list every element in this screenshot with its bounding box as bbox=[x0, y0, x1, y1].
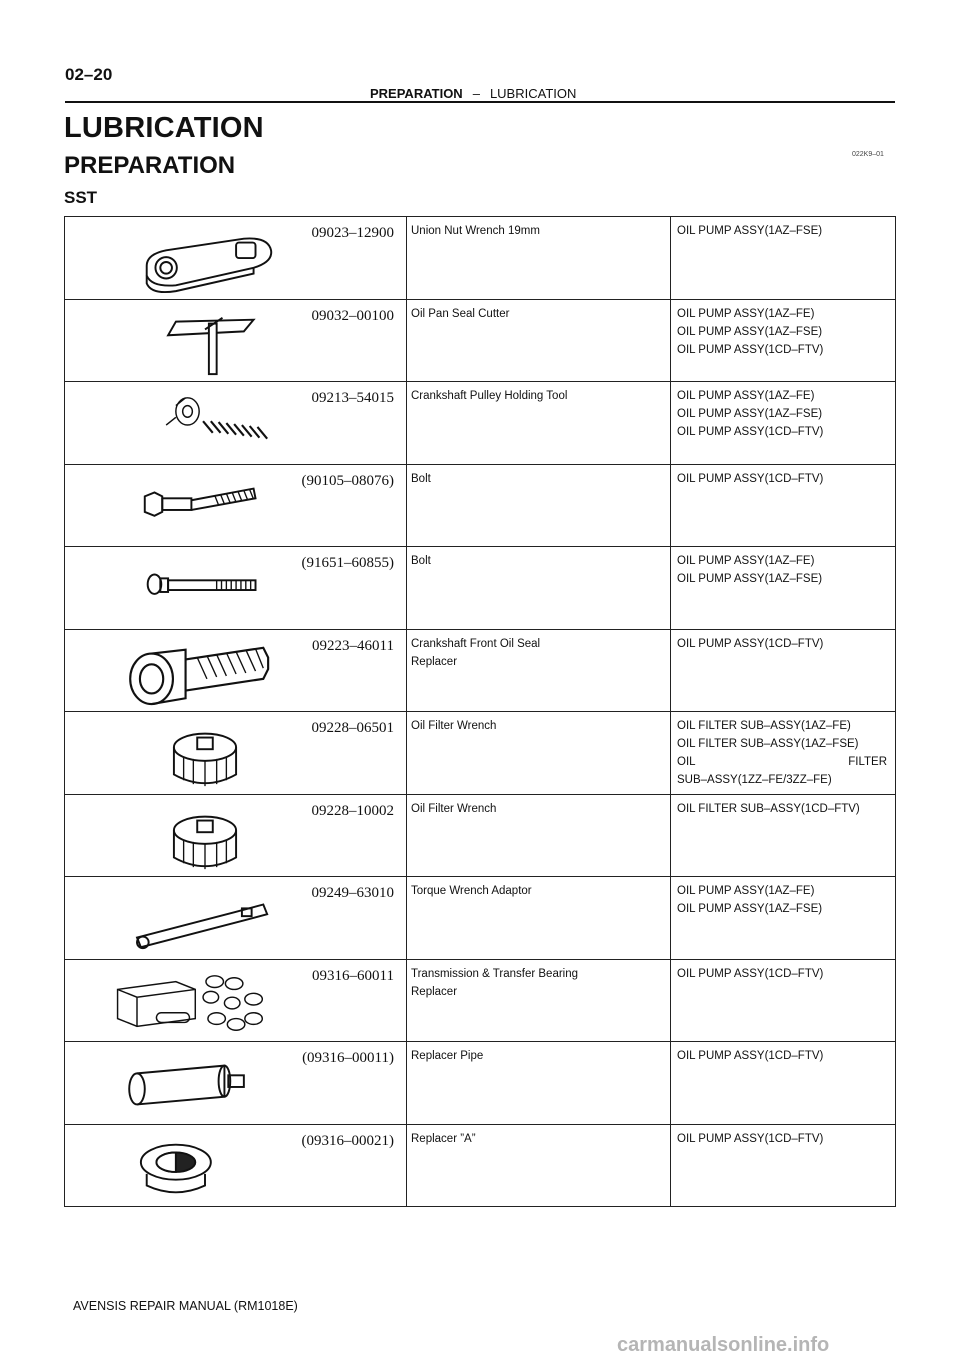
tool-name-cell bbox=[407, 959, 671, 1042]
part-number: (09316–00011) bbox=[302, 1050, 394, 1066]
application: SUB–ASSY(1ZZ–FE/3ZZ–FE) bbox=[677, 774, 832, 786]
sst-illustration-cell bbox=[65, 217, 407, 300]
application-cell bbox=[671, 629, 896, 712]
tool-name: Oil Pan Seal Cutter bbox=[411, 307, 510, 320]
header-section: PREPARATION bbox=[370, 86, 463, 101]
replacer-pipe-icon bbox=[105, 1052, 305, 1120]
table-row bbox=[65, 217, 896, 300]
page-number: 02–20 bbox=[65, 65, 113, 84]
tool-name-cell bbox=[407, 629, 671, 712]
application: OIL PUMP ASSY(1CD–FTV) bbox=[677, 426, 824, 438]
header-rule bbox=[65, 101, 895, 103]
application: OIL PUMP ASSY(1CD–FTV) bbox=[677, 1132, 824, 1145]
tool-name: Oil Filter Wrench bbox=[411, 802, 497, 815]
sst-illustration-cell bbox=[65, 464, 407, 547]
bolt-icon bbox=[105, 557, 305, 625]
application: OIL FILTER SUB–ASSY(1CD–FTV) bbox=[677, 802, 860, 815]
table-row bbox=[65, 959, 896, 1042]
application-cell bbox=[671, 382, 896, 465]
tool-name: Transmission & Transfer Bearing bbox=[411, 967, 579, 980]
tool-name-cell bbox=[407, 464, 671, 547]
table-row bbox=[65, 547, 896, 630]
application: OIL PUMP ASSY(1AZ–FSE) bbox=[677, 225, 823, 237]
sst-illustration-cell bbox=[65, 1042, 407, 1125]
sst-illustration-cell bbox=[65, 877, 407, 960]
table-row bbox=[65, 794, 896, 877]
bearing-replacer-kit-icon bbox=[105, 970, 305, 1038]
application-cell bbox=[671, 299, 896, 382]
part-number: 09023–12900 bbox=[311, 225, 394, 241]
page-subtitle: PREPARATION bbox=[64, 152, 236, 179]
tool-name: Torque Wrench Adaptor bbox=[411, 885, 532, 897]
part-number: 09249–63010 bbox=[311, 885, 394, 901]
tool-name: Oil Filter Wrench bbox=[411, 720, 497, 732]
application: OIL PUMP ASSY(1AZ–FE) bbox=[677, 885, 815, 897]
part-number: (09316–00021) bbox=[301, 1132, 394, 1149]
application: OIL FILTER bbox=[677, 756, 887, 768]
tool-name-cell bbox=[407, 1124, 671, 1207]
sst-table bbox=[64, 216, 896, 1207]
sst-illustration-cell bbox=[65, 794, 407, 877]
part-number: 09223–46011 bbox=[312, 637, 394, 654]
table-row bbox=[65, 712, 896, 795]
part-number: 09213–54015 bbox=[311, 390, 394, 406]
oil-filter-wrench-icon bbox=[105, 722, 305, 790]
long-bolt-icon bbox=[105, 475, 305, 543]
sst-illustration-cell bbox=[65, 382, 407, 465]
application-cell bbox=[671, 877, 896, 960]
application: OIL FILTER SUB–ASSY(1AZ–FSE) bbox=[677, 738, 859, 750]
footer: AVENSIS REPAIR MANUAL (RM1018E) bbox=[73, 1299, 298, 1313]
application: OIL PUMP ASSY(1AZ–FE) bbox=[677, 390, 815, 402]
table-row bbox=[65, 382, 896, 465]
sst-illustration-cell bbox=[65, 547, 407, 630]
running-header bbox=[370, 86, 576, 101]
tool-name-cell bbox=[407, 299, 671, 382]
application-cell bbox=[671, 217, 896, 300]
table-row bbox=[65, 1042, 896, 1125]
section-heading: SST bbox=[64, 188, 98, 207]
tool-name-cell bbox=[407, 1042, 671, 1125]
part-number: 09032–00100 bbox=[311, 307, 394, 324]
part-number: (91651–60855) bbox=[301, 555, 394, 571]
tool-name-cell bbox=[407, 547, 671, 630]
application: OIL PUMP ASSY(1CD–FTV) bbox=[677, 472, 824, 485]
tool-name-cell bbox=[407, 217, 671, 300]
tool-name-cell bbox=[407, 877, 671, 960]
header-subsection: LUBRICATION bbox=[489, 86, 577, 101]
tool-name: Replacer Pipe bbox=[411, 1050, 484, 1062]
tool-name: Crankshaft Front Oil Seal bbox=[411, 637, 541, 650]
page-title: LUBRICATION bbox=[64, 112, 264, 144]
sst-illustration-cell bbox=[65, 299, 407, 382]
application-cell bbox=[671, 794, 896, 877]
tool-name: Replacer bbox=[411, 985, 458, 998]
pulley-holding-tool-icon bbox=[105, 392, 305, 460]
application: OIL PUMP ASSY(1AZ–FSE) bbox=[677, 903, 823, 915]
application-cell bbox=[671, 1042, 896, 1125]
tool-name: Crankshaft Pulley Holding Tool bbox=[411, 390, 568, 402]
application: OIL FILTER SUB–ASSY(1AZ–FE) bbox=[677, 720, 851, 732]
part-number: (90105–08076) bbox=[301, 472, 394, 489]
application-cell bbox=[671, 959, 896, 1042]
part-number: 09228–06501 bbox=[311, 720, 394, 736]
union-nut-wrench-icon bbox=[105, 227, 305, 295]
application: OIL PUMP ASSY(1AZ–FSE) bbox=[677, 325, 823, 338]
sst-illustration-cell bbox=[65, 1124, 407, 1207]
seal-replacer-icon bbox=[105, 640, 305, 708]
application: OIL PUMP ASSY(1AZ–FSE) bbox=[677, 408, 823, 420]
part-number: 09316–60011 bbox=[312, 967, 394, 984]
table-row bbox=[65, 629, 896, 712]
application-cell bbox=[671, 464, 896, 547]
watermark: carmanualsonline.info bbox=[617, 1334, 830, 1356]
sst-illustration-cell bbox=[65, 712, 407, 795]
application: OIL PUMP ASSY(1CD–FTV) bbox=[677, 343, 824, 356]
header-separator: – bbox=[472, 86, 480, 101]
torque-adaptor-icon bbox=[105, 887, 305, 955]
application: OIL PUMP ASSY(1AZ–FE) bbox=[677, 307, 815, 320]
application-cell bbox=[671, 712, 896, 795]
application-cell bbox=[671, 547, 896, 630]
application: OIL PUMP ASSY(1CD–FTV) bbox=[677, 967, 824, 980]
oil-filter-wrench-icon bbox=[105, 805, 305, 873]
table-row bbox=[65, 464, 896, 547]
part-number: 09228–10002 bbox=[311, 802, 394, 819]
tool-name: Union Nut Wrench 19mm bbox=[411, 225, 540, 237]
replacer-a-icon bbox=[105, 1135, 305, 1203]
application: OIL PUMP ASSY(1CD–FTV) bbox=[677, 1050, 824, 1062]
tool-name-cell bbox=[407, 794, 671, 877]
tool-name-cell bbox=[407, 712, 671, 795]
tool-name: Bolt bbox=[411, 472, 431, 485]
seal-cutter-icon bbox=[105, 310, 305, 378]
sst-illustration-cell bbox=[65, 629, 407, 712]
tool-name: Bolt bbox=[411, 555, 431, 567]
tool-name-cell bbox=[407, 382, 671, 465]
application: OIL PUMP ASSY(1CD–FTV) bbox=[677, 637, 824, 650]
tool-name: Replacer bbox=[411, 655, 458, 668]
table-row bbox=[65, 877, 896, 960]
sst-illustration-cell bbox=[65, 959, 407, 1042]
figure-id: 022K9–01 bbox=[852, 151, 884, 158]
table-row bbox=[65, 1124, 896, 1207]
application: OIL PUMP ASSY(1AZ–FSE) bbox=[677, 573, 823, 585]
table-row bbox=[65, 299, 896, 382]
application: OIL PUMP ASSY(1AZ–FE) bbox=[677, 555, 815, 567]
application-cell bbox=[671, 1124, 896, 1207]
tool-name: Replacer ”A” bbox=[411, 1132, 476, 1145]
